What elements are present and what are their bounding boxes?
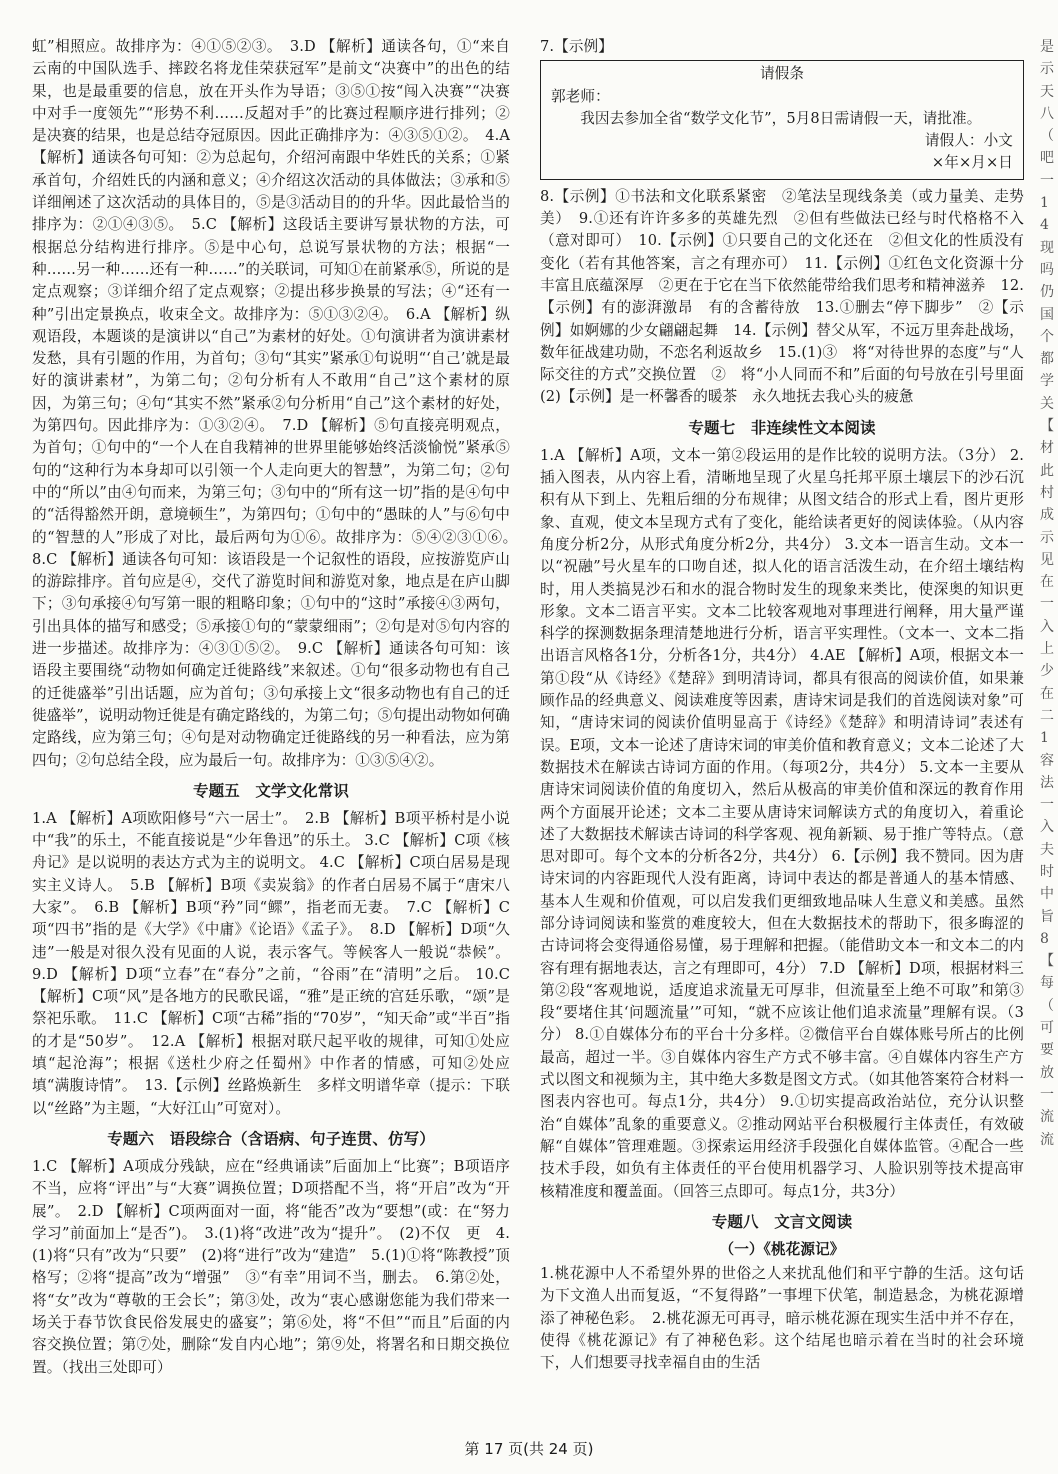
leave-note-body: 我因去参加全省“数学文化节”，5月8日需请假一天，请批准。 bbox=[580, 109, 982, 127]
leave-note-salutation: 郭老师： bbox=[551, 87, 610, 105]
answer-paragraph: 8.【示例】①书法和文化联系紧密 ②笔法呈现线条美（或力量美、走势美） 9.①还有许许多多的英雄先烈 ②但有些做法已经与时代格格不入（意对即可） 10.【示例】①只要自己的文化还在 ②但文化的性质没有变化（若有其他答案，言之有理亦可） 11.【示例】①红色文化资源十分丰富且底蕴深厚 ②更在于它在当下依然能带给我们思考和精神滋养 12.【示例】有的澎湃激昂 有的含蓄待放 13.①删去“停下脚步” ②【示例】如婀娜的少女翩翩起舞 14.【示例】替父从军，不远万里奔赴战场，数年征战建功勋，不恋名利返故乡 15.(1)③ 将“对待世界的态度”与“人际交往的方式”交换位置 ② 将“小人同而不和”后面的句号放在引号里面 (2)【示例】是一杯馨香的暖茶 永久地抚去我心头的疲惫 bbox=[540, 187, 1039, 406]
answer-paragraph: 虹”相照应。故排序为：④①⑤②③。 3.D 【解析】通读各句，①“来自云南的中国队选手、摔跤名将龙佳荣获冠军”是前文“决赛中”的出色的结果，也是最重要的信息，放在开头作为导语；③⑤①按“闯入决赛”“决赛中对手一度领先”“形势不利……反超对手”的比赛过程顺序进行排列；②是决赛的结果，也是总结夺冠原因。因此正确排序为：④③⑤①②。 4.A 【解析】通读各句可知：②为总起句，介绍河南跟中华姓氏的关系；①紧承首句，介绍姓氏的内涵和意义；④介绍这次活动的具体做法；③承和⑤详细阐述了这次活动的具体目的，⑤是③活动目的的升华。因此最恰当的排序为：②①④③⑤。 5.C 【解析】这段话主要讲写景状物的方法，可根据总分结构进行排序。⑤是中心句，总说写景状物的方法；根据“一种……另一种……还有一种……”的关联词，可知①在前紧承⑤，所说的是定点观察；③详细介绍了定点观察；②提出移步换景的写法；④“还有一种”引出定景换点，收束全文。故排序为：⑤①③②④。 6.A 【解析】纵观语段，本题谈的是演讲以“自己”为素材的好处。①句演讲者为演讲素材发愁，具有引题的作用，为首句；③句“其实”紧承①句说明“‘自己’就是最好的演讲素材”，为第二句；②句分析有人不敢用“自己”这个素材的原因，为第三句；④句“其实不然”紧承②句分析用“自己”这个素材的好处，为第四句。因此排序为：①③②④。 7.D 【解析】⑤句直接亮明观点，为首句；①句中的“一个人在自我精神的世界里能够始终活淡愉悦”紧承⑤句的“这种行为本身却可以引领一个人走向更大的智慧”，为第二句；②句中的“所以”由④句而来，为第三句；③句中的“所有这一切”指的是④句中的“活得豁然开朗，意境顿生”，为第四句；①句中的“愚昧的人”与⑥句中的“智慧的人”形成了对比，最后两句为①⑥。故排序为：⑤④②③①⑥。 8.C 【解析】通读各句可知：该语段是一个记叙性的语段，应按游览庐山的游踪排序。首句应是④，交代了游览时间和游览对象，地点是在庐山脚下；③句承接④句写第一眼的粗略印象；①句中的“这时”承接④③两句，引出具体的描写和感受；⑤承接①句的“蒙蒙细雨”；②句是对⑤句内容的进一步描述。故排序为：④③①⑤②。 9.C 【解析】通读各句可知：该语段主要围绕“动物如何确定迁徙路线”来叙述。①句“很多动物也有自己的迁徙盛举”引出话题，应为首句；③句承接上文“很多动物也有自己的迁徙盛举”，说明动物迁徙是有确定路线的，为第二句；⑤句提出动物如何确定路线，应为第三句；④句是对动物确定迁徙路线的另一种看法，应为第四句；②句总结全段，应为最后一句。故排序为：①③⑤④②。 bbox=[32, 38, 525, 769]
leave-note-date: ×年×月×日 bbox=[931, 154, 1013, 172]
answer-paragraph: 1.C 【解析】A项成分残缺，应在“经典诵读”后面加上“比赛”；B项语序不当，应将“评出”与“大赛”调换位置；D项搭配不当，将“开启”改为“开展”。 2.D 【解析】C项两面对一面，将“能否”改为“要想”(或：在“努力学习”前面加上“是否”)。 3.(1)将“改进”改为“提升”。 (2)不仅 更 4.(1)将“只有”改为“只要” (2)将“进行”改为“建造” 5.(1)①将“陈教授”顶格写；②将“提高”改为“增强” ③“有幸”用词不当，删去。 6.第②处，将“女”改为“尊敬的王会长”；第③处，改为“衷心感谢您能为我们带来一场关于春节饮食民俗发展史的盛宴”；第⑥处，将“不但”“而且”后面的内容交换位置；第⑦处，删除“发自内心地”；第⑨处，将署名和日期交换位置。（找出三处即可） bbox=[32, 1157, 510, 1376]
page-footer: 第 17 页(共 24 页) bbox=[464, 1440, 594, 1458]
leave-note-box bbox=[540, 60, 1024, 179]
section-heading: 专题七 非连续性文本阅读 bbox=[688, 418, 876, 437]
answer-paragraph: 1.桃花源中人不希望外界的世俗之人来扰乱他们和平宁静的生活。这句话为下文渔人出而复返，“不复得路”一事埋下伏笔，制造悬念，为桃花源增添了神秘色彩。 2.桃花源无可再寻，暗示桃花源在现实生活中并不存在，使得《桃花源记》有了神秘色彩。这个结尾也暗示着在当时的社会环境下，人们想要寻找幸福自由的生活 bbox=[540, 1265, 1024, 1372]
answer-paragraph: 1.A 【解析】A项欧阳修号“六一居士”。 2.B 【解析】B项平桥村是小说中“我”的乐土，不能直接说是“少年鲁迅”的乐土。 3.C 【解析】C项《核舟记》是以说明的表达方式为主的说明文。 4.C 【解析】C项白居易是现实主义诗人。 5.B 【解析】B项《卖炭翁》的作者白居易不属于“唐宋八大家”。 6.B 【解析】B项“矜”同“鳏”，指老而无妻。 7.C 【解析】C项“四书”指的是《大学》《中庸》《论语》《孟子》。 8.D 【解析】D项“久违”一般是对很久没有见面的人说，表示客气。等候客人一般说“恭候”。 9.D 【解析】D项“立春”在“春分”之前，“谷雨”在“清明”之后。 10.C 【解析】C项“风”是各地方的民歌民谣，“雅”是正统的宫廷乐歌，“颂”是祭祀乐歌。 11.C 【解析】C项“古稀”指的“70岁”，“知天命”或“半百”指的才是“50岁”。 12.A 【解析】根据对联尺起平收的规律，可知①处应填“起沧海”；根据《送杜少府之任蜀州》中作者的情感，可知②处应填“满腹诗情”。 13.【示例】丝路焕新生 多样文明谱华章（提示：下联以“丝路”为主题，“大好江山”可宽对）。 bbox=[32, 809, 510, 1117]
left-column bbox=[32, 36, 525, 1379]
section-heading: 专题五 文学文化常识 bbox=[192, 781, 349, 800]
next-page-edge-text: 是 示 天 八 （ 吧 一 1 4 现 吗 仍 国 个 都 学 关 【 材 此 村 成 示 见 在 一 入 上 少 在 二 1 容 法 一 入 夫 时 中 旨 8 【 每 （ 可 要 放 一 流 流 bbox=[1040, 39, 1054, 1148]
section-heading: 专题八 文言文阅读 bbox=[711, 1212, 853, 1231]
answer-paragraph: 1.A 【解析】A项，文本一第②段运用的是作比较的说明方法。（3分） 2.插入图表，从内容上看，清晰地呈现了火星乌托邦平原土壤层下的沙石沉积有从下到上、先粗后细的分布规律；从图文结合的形式上看，图片更形象、直观，使文本呈现方式有了变化，能给读者更好的阅读体验。（从内容角度分析2分，从形式角度分析2分，共4分） 3.文本一语言生动。文本一以“祝融”号火星车的口吻自述，拟人化的语言活泼生动，在介绍土壤结构时，用人类搞晃沙石和水的混合物时发生的现象来类比，使深奥的知识更形象。文本二语言平实。文本二比较客观地对事理进行阐释，用大量严谨科学的探测数据条理清楚地进行分析，语言平实理性。（文本一、文本二指出语言风格各1分，分析各1分，共4分） 4.AE 【解析】A项，根据文本一第①段“从《诗经》《楚辞》到明清诗词，都具有很高的阅读价值，如果兼顾作品的经典意义、阅读难度等因素，唐诗宋词是我们的首选阅读对象”可知，“唐诗宋词的阅读价值明显高于《诗经》《楚辞》和明清诗词”表述有误。E项，文本一论述了唐诗宋词的审美价值和教育意义；文本二论述了大数据技术在解读古诗词方面的作用。（每项2分，共4分） 5.文本一主要从唐诗宋词阅读价值的角度切入，然后从极高的审美价值和深远的教育作用两个方面展开论述；文本二主要从唐诗宋词解读方式的角度切入，着重论述了大数据技术解读古诗词的科学客观、视角新颖、易于推广等特点。（意思对即可。每个文本的分析各2分，共4分） 6.【示例】我不赞同。因为唐诗宋词的内容距现代人没有距离，诗词中表达的都是普通人的基本情感、基本人生观和价值观，可以启发我们更细致地品味人生意义和美感。虽然部分诗词阅读和鉴赏的难度较大，但在大数据技术的帮助下，很多晦涩的古诗词将会变得通俗易懂，易于理解和把握。（能借助文本一和文本二的内容有理有据地表达，言之有理即可，4分） 7.D 【解析】D项，根据材料三第②段“客观地说，适度追求流量无可厚非，但流量至上绝不可取”和第③段“要堵住其‘问题流量’”可知，“就不应该让他们追求流量”理解有误。（3分） 8.①自媒体分布的平台十分多样。②微信平台自媒体账号所占的比例最高，超过一半。③自媒体内容生产方式不够丰富。④自媒体内容生产方式以图文和视频为主，其中绝大多数是图文方式。（如其他答案符合材料一图表内容也可。每点1分，共4分） 9.①切实提高政治站位，充分认识整治“自媒体”乱象的重要意义。②推动网站平台积极履行主体责任，有效破解“自媒体”管理难题。③探索运用经济手段强化自媒体监管。④配合一些技术手段，如负有主体责任的平台使用机器学习、人脸识别等技术提高审核精准度和覆盖面。（回答三点即可。每点1分，共3分） bbox=[540, 446, 1024, 1200]
leave-note-signer: 请假人：小文 bbox=[924, 132, 1013, 150]
right-column bbox=[540, 36, 1039, 1375]
answer-paragraph: 7.【示例】 bbox=[540, 38, 613, 55]
section-heading: 专题六 语段综合（含语病、句子连贯、仿写） bbox=[107, 1129, 435, 1148]
section-subheading: （一）《桃花源记》 bbox=[719, 1240, 845, 1258]
leave-note-title: 请假条 bbox=[759, 65, 805, 83]
